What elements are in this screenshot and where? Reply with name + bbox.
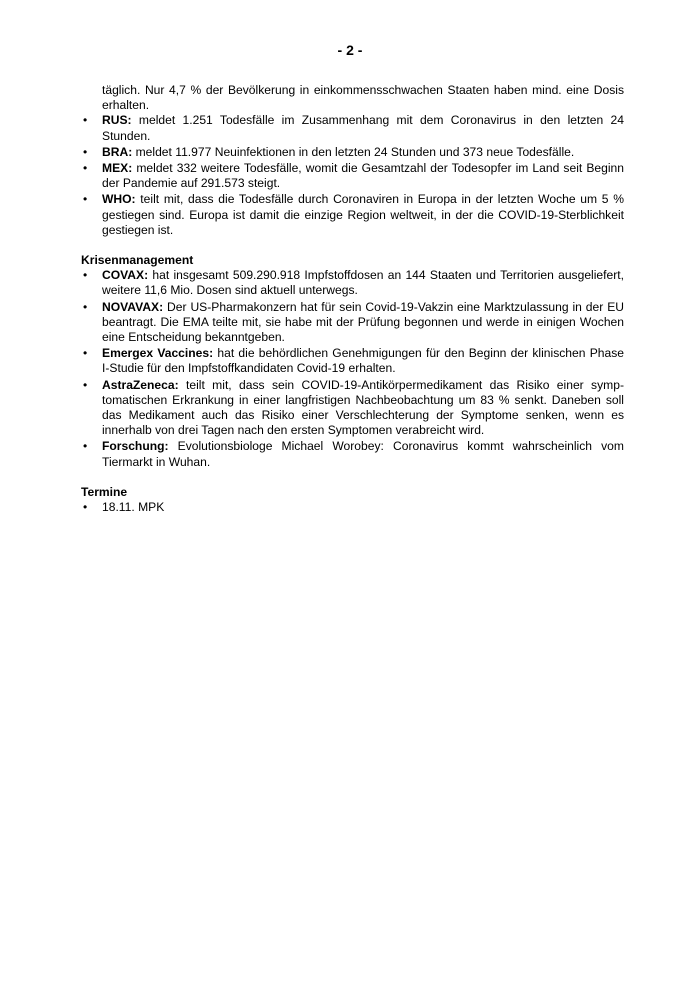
situation-list (81, 113, 624, 238)
section-heading-krisenmanagement: Krisenmanagement (81, 253, 194, 268)
list-item-mex (81, 161, 624, 191)
item-label: AstraZeneca: (102, 377, 179, 392)
item-text: Evolutionsbiologe Michael Worobey: Coronavirus kommt wahrscheinlich vom Tiermarkt in Wuhan. (102, 439, 624, 469)
list-item-novavax (81, 300, 624, 346)
item-label: MEX: (102, 161, 133, 176)
item-label: COVAX: (102, 268, 149, 283)
item-text: hat die behördlichen Genehmigungen für den Beginn der klinischen Phase I-Studie für den Impfstoffkandidaten Covid-19 erhalten. (102, 346, 624, 376)
bullet-icon: • (83, 144, 88, 159)
item-text: meldet 11.977 Neuinfektionen in den letzten 24 Stunden und 373 neue Todesfälle. (132, 144, 575, 159)
termine-list (81, 500, 624, 515)
item-text: meldet 1.251 Todesfälle im Zusammenhang mit dem Coronavirus in den letzten 24 Stunden. (102, 113, 624, 143)
bullet-icon: • (83, 377, 88, 392)
item-text: hat insgesamt 509.290.918 Impfstoffdosen an 144 Staaten und Territorien ausgeliefert, weitere 11,6 Mio. Dosen sind aktuell unterwegs. (102, 268, 624, 298)
item-label: Forschung: (102, 439, 169, 454)
item-text: teilt mit, dass sein COVID-19-Antikörpermedikament das Risiko einer symptomatischen Erkrankung in einer langfristigen Nachbeobachtung um 83 % senkt. Daneben soll das Medikament auch das Risiko einer Verschlechterung der Symptome senken, wenn es innerhalb von drei Tagen nach den ersten Symptomen verabreicht wird. (102, 377, 624, 438)
bullet-icon: • (83, 346, 88, 361)
list-item-covax (81, 268, 624, 298)
section-heading-termine: Termine (81, 484, 128, 499)
item-label: NOVAVAX: (102, 299, 164, 314)
bullet-icon: • (83, 439, 88, 454)
document-body (81, 83, 624, 516)
page-number: - 2 - (337, 42, 363, 58)
list-item-emergex (81, 346, 624, 376)
list-item-astrazeneca (81, 378, 624, 439)
list-item-who (81, 192, 624, 238)
list-item-forschung (81, 439, 624, 469)
item-text: meldet 332 weitere Todesfälle, womit die Gesamtzahl der Todesopfer im Land seit Beginn der Pandemie auf 291.573 steigt. (102, 161, 624, 191)
item-text: teilt mit, dass die Todesfälle durch Coronaviren in Europa in der letzten Woche um 5 % gestiegen sind. Europa ist damit die einzige Region weltweit, in der die COVID-19-Sterblichkeit gestiegen ist. (102, 192, 624, 237)
item-label: BRA: (102, 144, 133, 159)
list-item-bra (81, 145, 624, 160)
item-text: Der US-Pharmakonzern hat für sein Covid-19-Vakzin eine Marktzulassung in der EU beantragt. Die EMA teilte mit, sie habe mit der Prüfung begonnen und werde in einigen Wochen eine Entscheidung bekanntgeben. (102, 299, 624, 345)
bullet-icon: • (83, 192, 88, 207)
bullet-icon: • (83, 500, 88, 515)
bullet-icon: • (83, 113, 88, 128)
item-text: 18.11. MPK (102, 500, 165, 515)
continued-paragraph: täglich. Nur 4,7 % der Bevölkerung in einkommensschwachen Staaten haben mind. eine Dosis erhalten. (102, 83, 624, 113)
item-label: Emergex Vaccines: (102, 346, 214, 361)
list-item-rus (81, 113, 624, 143)
item-label: WHO: (102, 192, 136, 207)
list-item-mpk (81, 500, 624, 515)
krisenmanagement-list (81, 268, 624, 470)
item-label: RUS: (102, 113, 132, 128)
bullet-icon: • (83, 161, 88, 176)
bullet-icon: • (83, 268, 88, 283)
bullet-icon: • (83, 299, 88, 314)
